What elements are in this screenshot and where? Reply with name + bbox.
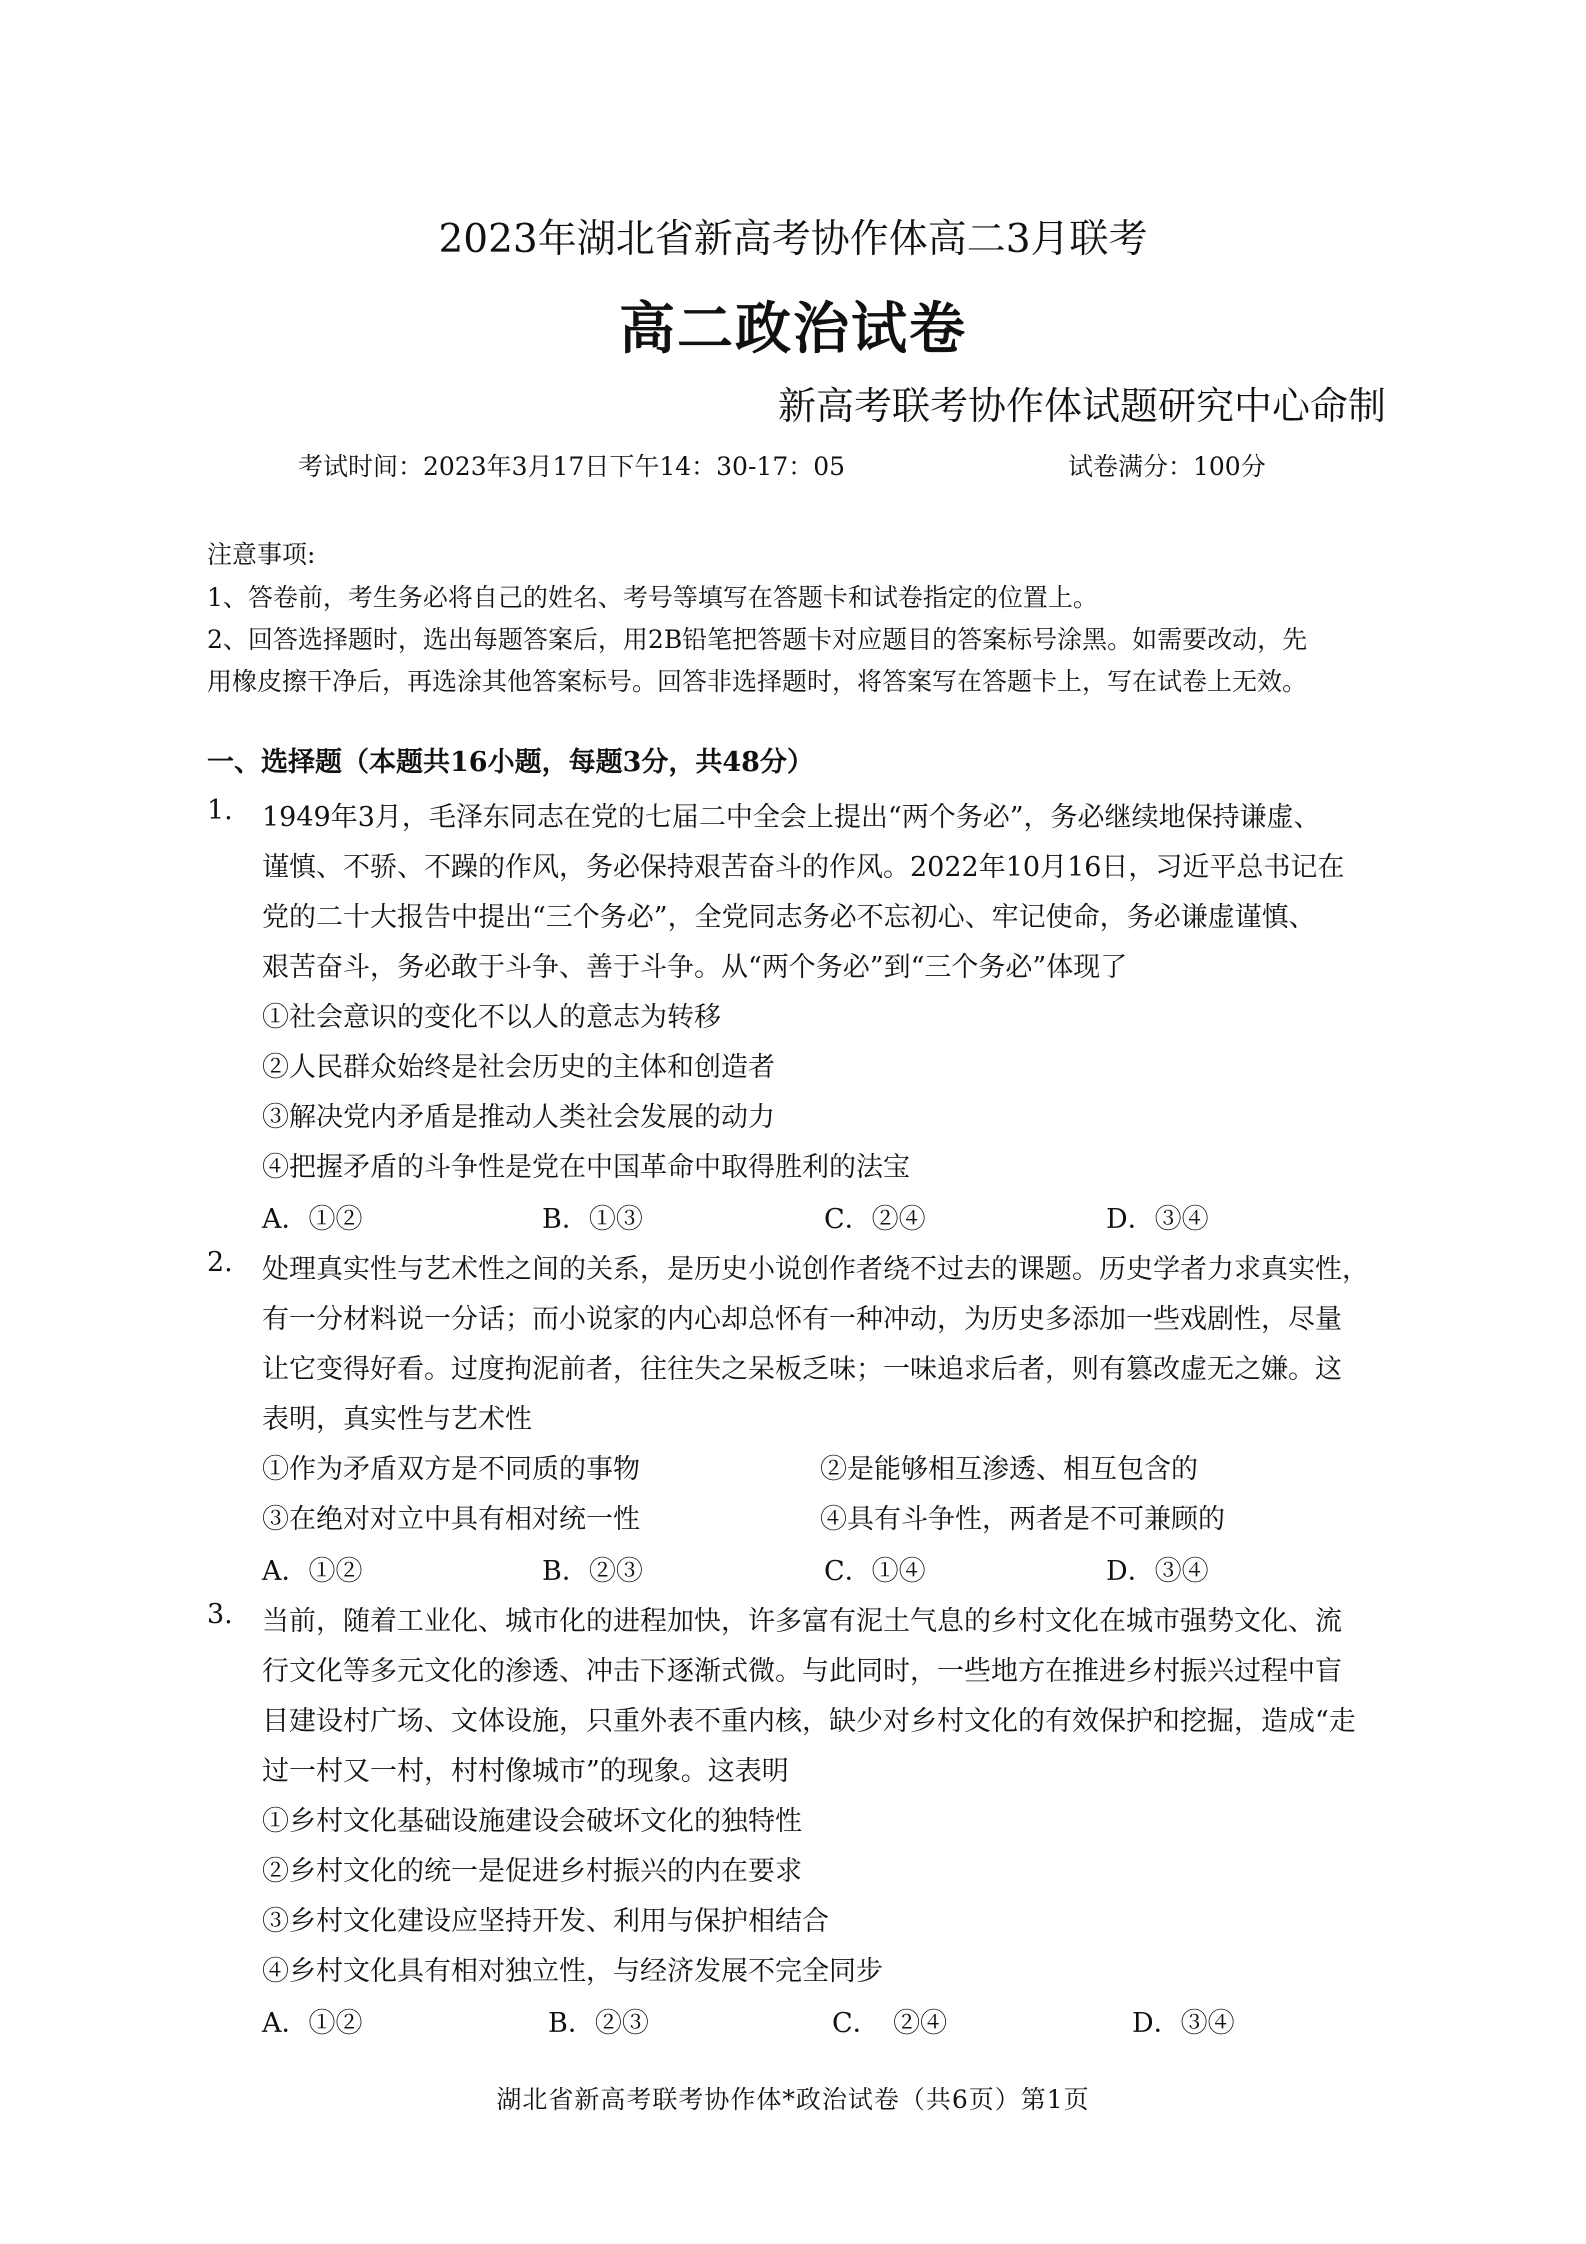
exam-title: 2023年湖北省新高考协作体高二3月联考 [438, 217, 1148, 262]
option-d: D．③④ [1106, 1556, 1209, 1587]
option-b: B．②③ [548, 2008, 649, 2039]
question-stem-line: 1949年3月，毛泽东同志在党的七届二中全会上提出“两个务必”，务必继续地保持谦虚、 [262, 802, 1321, 833]
notes-item: 1、答卷前，考生务必将自己的姓名、考号等填写在答题卡和试卷指定的位置上。 [207, 583, 1098, 612]
producer-line: 新高考联考协作体试题研究中心命制 [777, 384, 1386, 428]
question-stem-line: 当前，随着工业化、城市化的进程加快，许多富有泥土气息的乡村文化在城市强势文化、流 [262, 1606, 1342, 1637]
question-stem-line: 行文化等多元文化的渗透、冲击下逐渐式微。与此同时，一些地方在推进乡村振兴过程中盲 [262, 1656, 1342, 1687]
statement: ④乡村文化具有相对独立性，与经济发展不完全同步 [262, 1956, 883, 1987]
statement: ②乡村文化的统一是促进乡村振兴的内在要求 [262, 1856, 802, 1887]
notes-item: 2、回答选择题时，选出每题答案后，用2B铅笔把答题卡对应题目的答案标号涂黑。如需要改动，先 [207, 625, 1308, 654]
question-stem-line: 艰苦奋斗，务必敢于斗争、善于斗争。从“两个务必”到“三个务必”体现了 [262, 952, 1128, 983]
option-b: B．②③ [542, 1556, 643, 1587]
statement: ③在绝对对立中具有相对统一性 [262, 1504, 640, 1535]
statement: ③解决党内矛盾是推动人类社会发展的动力 [262, 1102, 775, 1133]
statement: ①社会意识的变化不以人的意志为转移 [262, 1002, 721, 1033]
notes-item: 用橡皮擦干净后，再选涂其他答案标号。回答非选择题时，将答案写在答题卡上，写在试卷上无效。 [207, 667, 1308, 696]
statement: ④具有斗争性，两者是不可兼顾的 [820, 1504, 1225, 1535]
option-c: C．①④ [824, 1556, 926, 1587]
statement: ③乡村文化建设应坚持开发、利用与保护相结合 [262, 1906, 829, 1937]
question-number: 2. [207, 1247, 233, 1278]
statement: ①乡村文化基础设施建设会破坏文化的独特性 [262, 1806, 802, 1837]
option-d: D．③④ [1106, 1204, 1209, 1235]
exam-time: 考试时间：2023年3月17日下午14：30-17：05 [298, 452, 846, 481]
notes-heading: 注意事项: [207, 540, 316, 569]
statement: ②是能够相互渗透、相互包含的 [820, 1454, 1198, 1485]
option-a: A．①② [262, 1556, 363, 1587]
option-c: C． ②④ [832, 2008, 948, 2039]
option-b: B．①③ [542, 1204, 643, 1235]
question-number: 1. [207, 795, 233, 826]
page-footer: 湖北省新高考联考协作体*政治试卷（共6页）第1页 [496, 2085, 1090, 2114]
paper-title: 高二政治试卷 [619, 296, 967, 362]
section-title: 一、选择题（本题共16小题，每题3分，共48分） [207, 747, 814, 778]
question-number: 3. [207, 1599, 233, 1630]
full-score: 试卷满分：100分 [1068, 452, 1266, 481]
question-stem-line: 过一村又一村，村村像城市”的现象。这表明 [262, 1756, 789, 1787]
question-stem-line: 目建设村广场、文体设施，只重外表不重内核，缺少对乡村文化的有效保护和挖掘，造成“走 [262, 1706, 1356, 1737]
question-stem-line: 表明，真实性与艺术性 [262, 1404, 532, 1435]
statement: ①作为矛盾双方是不同质的事物 [262, 1454, 640, 1485]
statement: ②人民群众始终是社会历史的主体和创造者 [262, 1052, 775, 1083]
question-stem-line: 谨慎、不骄、不躁的作风，务必保持艰苦奋斗的作风。2022年10月16日，习近平总书记在 [262, 852, 1345, 883]
option-c: C．②④ [824, 1204, 926, 1235]
question-stem-line: 处理真实性与艺术性之间的关系，是历史小说创作者绕不过去的课题。历史学者力求真实性， [262, 1254, 1369, 1285]
question-stem-line: 有一分材料说一分话；而小说家的内心却总怀有一种冲动，为历史多添加一些戏剧性，尽量 [262, 1304, 1342, 1335]
option-d: D．③④ [1132, 2008, 1235, 2039]
option-a: A．①② [262, 1204, 363, 1235]
statement: ④把握矛盾的斗争性是党在中国革命中取得胜利的法宝 [262, 1152, 910, 1183]
question-stem-line: 让它变得好看。过度拘泥前者，往往失之呆板乏味；一味追求后者，则有篡改虚无之嫌。这 [262, 1354, 1342, 1385]
question-stem-line: 党的二十大报告中提出“三个务必”，全党同志务必不忘初心、牢记使命，务必谦虚谨慎、 [262, 902, 1316, 933]
option-a: A．①② [262, 2008, 363, 2039]
